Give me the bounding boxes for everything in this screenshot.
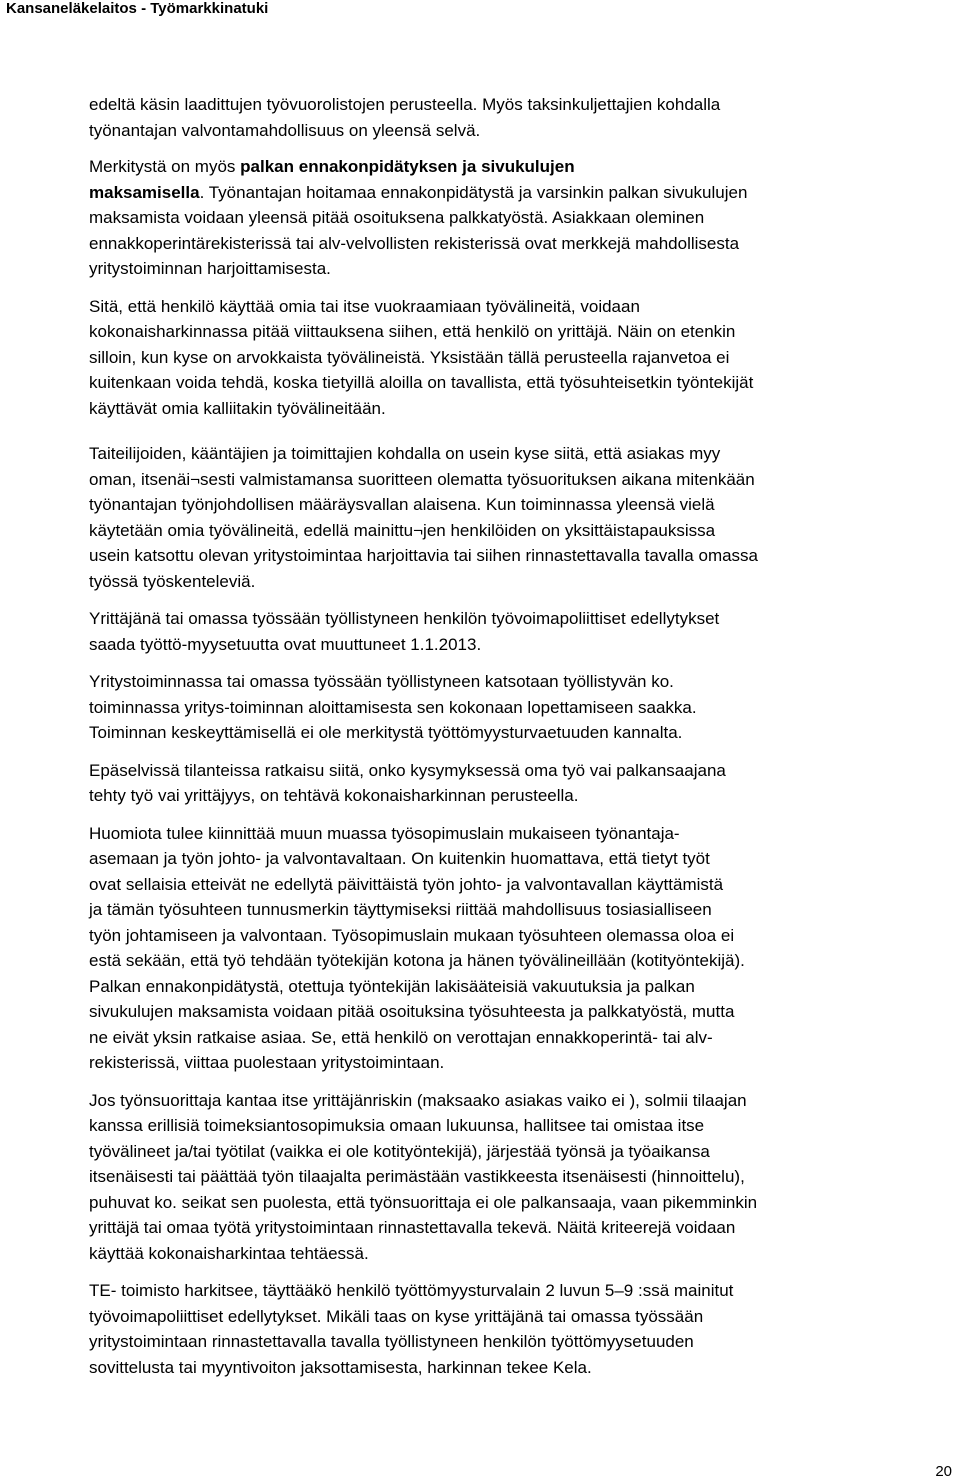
text-line: käyttää kokonaisharkintaa tehtäessä.: [89, 1243, 369, 1263]
text-line: ne eivät yksin ratkaise asiaa. Se, että henkilö on verottajan ennakkoperintä- tai alv-: [89, 1027, 713, 1047]
text-line: maksamista voidaan yleensä pitää osoituksena palkkatyöstä. Asiakkaan oleminen: [89, 208, 705, 227]
text-line: usein katsottu olevan yritystoimintaa harjoittavia tai siihen rinnastettavalla tavalla omassa: [89, 546, 759, 565]
paragraph-2: [89, 154, 953, 282]
text-line: työnantajan työnjohdollisen määräysvallan alaisena. Kun toiminnassa yleensä vielä: [89, 495, 715, 514]
text-line: estä sekään, että työ tehdään työtekijän kotona ja hänen työvälineillään (kotityöntekijä).: [89, 951, 745, 970]
text-line: kuitenkaan voida tehdä, koska tietyillä aloilla on tavallista, että työsuhteisetkin työntekijät: [89, 373, 754, 392]
paragraph-6: [89, 669, 953, 746]
text-line: saada työttö-myysetuutta ovat muuttuneet 1.1.2013.: [89, 634, 482, 654]
paragraph-4: [89, 441, 953, 594]
paragraph-9: [89, 1088, 953, 1267]
text-line: ja tämän työsuhteen tunnusmerkin täyttymiseksi riittää mahdollisuus tosiasialliseen: [89, 900, 712, 919]
text-line: Jos työnsuorittaja kantaa itse yrittäjänriskin (maksaako asiakas vaiko ei ), solmii tilaajan: [89, 1090, 747, 1110]
plain-text: Merkitystä on myös: [89, 157, 241, 176]
text-line: asemaan ja työn johto- ja valvontavaltaan. On kuitenkin huomattava, että tietyt työt: [89, 849, 710, 868]
text-line: Huomiota tulee kiinnittää muun muassa työsopimuslain mukaiseen työnantaja-: [89, 823, 680, 843]
text-line: Epäselvissä tilanteissa ratkaisu siitä, onko kysymyksessä oma työ vai palkansaajana: [89, 760, 726, 780]
text-line: kokonaisharkinnassa pitää viittauksena siihen, että henkilö on yrittäjä. Näin on etenkin: [89, 322, 736, 341]
text-line: tehty työ vai yrittäjyys, on tehtävä kokonaisharkinnan perusteella.: [89, 786, 579, 805]
text-line: Yritystoiminnassa tai omassa työssään työllistyneen katsotaan työllistyvän ko.: [89, 672, 674, 691]
text-line: oman, itsenäi¬sesti valmistamansa suoritteen olematta työsuorituksen aikana mitenkään: [89, 469, 755, 489]
plain-text: . Työnantajan hoitamaa ennakonpidätystä ja varsinkin palkan sivukulujen: [199, 182, 748, 202]
text-line: työvoimapoliittiset edellytykset. Mikäli taas on kyse yrittäjänä tai omassa työssään: [89, 1306, 704, 1326]
text-line: Sitä, että henkilö käyttää omia tai itse vuokraamiaan työvälineitä, voidaan: [89, 296, 640, 316]
text-line: toiminnassa yritys-toiminnan aloittamisesta sen kokonaan lopettamiseen saakka.: [89, 697, 697, 717]
text-line: yrittäjä tai omaa työtä yritystoimintaan rinnastettavalla tekevä. Näitä kriteerejä voidaan: [89, 1218, 736, 1237]
page-header-title: Kansaneläkelaitos - Työmarkkinatuki: [6, 0, 269, 17]
text-line: yritystoiminnan harjoittamisesta.: [89, 259, 331, 278]
text-line: rekisterissä, viittaa puolestaan yritystoimintaan.: [89, 1053, 445, 1072]
text-line: Toiminnan keskeyttämisellä ei ole merkitystä työttömyysturvaetuuden kannalta.: [89, 723, 683, 742]
text-line: käyttävät omia kalliitakin työvälineitään.: [89, 398, 386, 418]
text-line: työvälineet ja/tai työtilat (vaikka ei ole kotityöntekijä), järjestää työnsä ja työaikansa: [89, 1141, 710, 1161]
text-line: yritystoimintaan rinnastettavalla tavalla työllistyneen henkilön työttömyysetuuden: [89, 1332, 694, 1351]
paragraph-8: [89, 821, 953, 1076]
text-line: käytetään omia työvälineitä, edellä mainittu¬jen henkilöiden on yksittäistapauksissa: [89, 520, 716, 540]
text-line: kanssa erillisiä toimeksiantosopimuksia omaan lukuunsa, hallitsee tai omistaa itse: [89, 1116, 705, 1135]
text-line: silloin, kun kyse on arvokkaista työvälineistä. Yksistään tällä perusteella rajanvetoa ei: [89, 347, 730, 367]
text-line: Palkan ennakonpidätystä, otettuja työntekijän lakisääteisiä vakuutuksia ja palkan: [89, 976, 695, 996]
bold-text: maksamisella: [89, 182, 200, 202]
text-line: työssä työskenteleviä.: [89, 571, 256, 591]
text-line: itsenäisesti tai päättää työn tilaajalta perimästään vastikkeesta itsenäisesti (hinnoittelu),: [89, 1167, 745, 1186]
text-line: sivukulujen maksamista voidaan pitää osoituksina työsuhteesta ja palkkatyöstä, mutta: [89, 1002, 735, 1021]
text-line: ennakkoperintärekisterissä tai alv-velvollisten rekisterissä ovat merkkejä mahdollisesta: [89, 233, 740, 253]
document-body: [89, 92, 953, 1392]
text-line: Taiteilijoiden, kääntäjien ja toimittajien kohdalla on usein kyse siitä, että asiakas myy: [89, 444, 721, 463]
text-line: ovat sellaisia etteivät ne edellytä päivittäistä työn johto- ja valvontavallan käyttämistä: [89, 874, 724, 894]
text-line: [89, 154, 953, 180]
text-line: [89, 180, 953, 206]
text-line: TE- toimisto harkitsee, täyttääkö henkilö työttömyysturvalain 2 luvun 5–9 :ssä mainitut: [89, 1281, 734, 1300]
text-line: sovittelusta tai myyntivoiton jaksottamisesta, harkinnan tekee Kela.: [89, 1357, 592, 1377]
paragraph-3: [89, 294, 953, 422]
text-line: puhuvat ko. seikat sen puolesta, että työnsuorittaja ei ole palkansaaja, vaan pikemminkin: [89, 1192, 758, 1212]
paragraph-7: [89, 758, 953, 809]
text-line: edeltä käsin laadittujen työvuorolistojen perusteella. Myös taksinkuljettajien kohdalla: [89, 95, 721, 114]
text-line: työnantajan valvontamahdollisuus on yleensä selvä.: [89, 120, 481, 140]
paragraph-1: [89, 92, 953, 143]
text-line: Yrittäjänä tai omassa työssään työllistyneen henkilön työvoimapoliittiset edellytykset: [89, 609, 720, 628]
text-line: työn johtamiseen ja valvontaan. Työsopimuslain mukaan työsuhteen olemassa oloa ei: [89, 925, 735, 945]
bold-text: palkan ennakonpidätyksen ja sivukulujen: [240, 157, 575, 176]
paragraph-5: [89, 606, 953, 657]
paragraph-10: [89, 1278, 953, 1380]
page-number: 20: [935, 1463, 952, 1480]
